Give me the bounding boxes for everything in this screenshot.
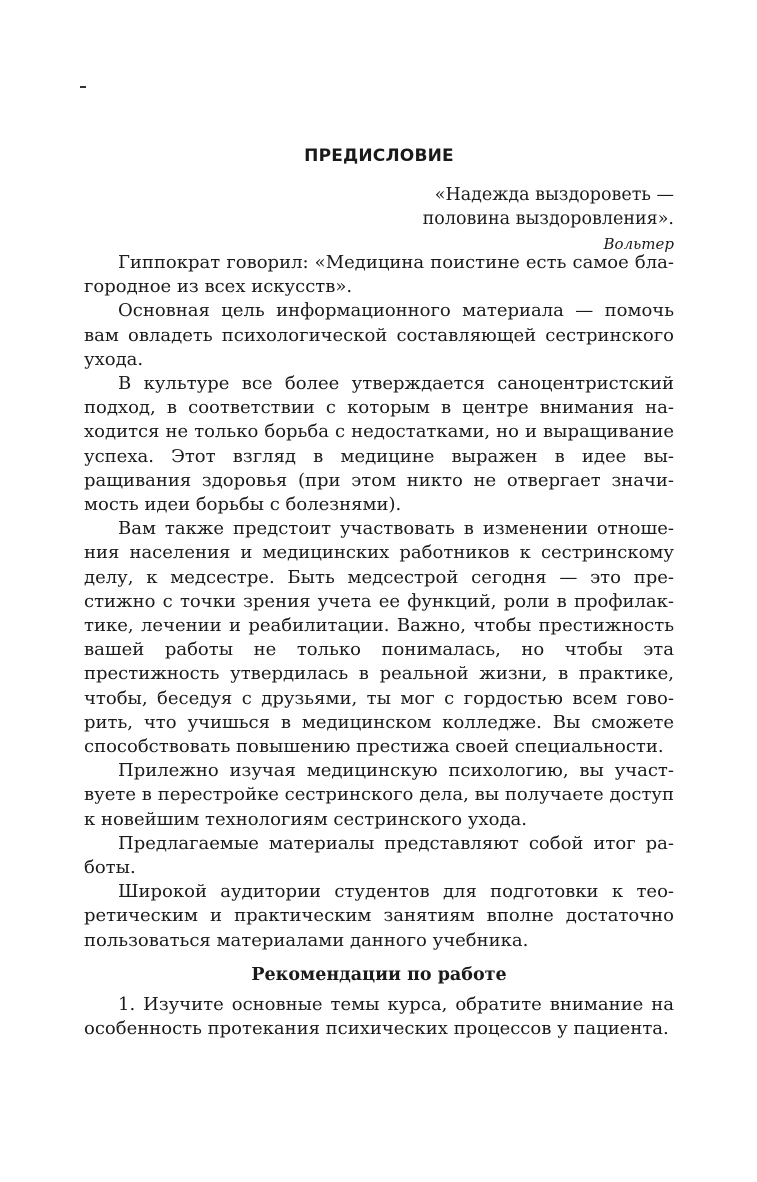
page-title: ПРЕДИСЛОВИЕ	[304, 146, 454, 166]
epigraph-line-2: половина выздоровления».	[422, 209, 674, 229]
epigraph-author: Вольтер	[603, 235, 674, 253]
body-text	[84, 251, 674, 1042]
epigraph-line-1: «Надежда выздороветь —	[434, 185, 674, 205]
document-page	[84, 0, 674, 1182]
paragraph: В культуре все более утверждается саноцентристский подход, в соответствии с которым в центре внимания находится не только борьба с недостатками, но и выращивание успеха. Этот взгляд в медицине выражен в идее выращивания здоровья (при этом никто не отвергает значимость идеи борьбы с болезнями).	[84, 373, 674, 516]
section-subheading: Рекомендации по работе	[251, 964, 507, 985]
paragraph: Предлагаемые материалы представляют собой итог работы.	[84, 832, 674, 879]
paragraph: Гиппократ говорил: «Медицина поистине есть самое благородное из всех искусств».	[84, 252, 674, 298]
paragraph: Вам также предстоит участвовать в изменении отношения населения и медицинских работников к сестринскому делу, к медсестре. Быть медсестрой сегодня — это престижно с точки зрения учета ее функций, роли в профилактике, лечении и реабилитации. Важно, чтобы престижность вашей работы не только понималась, но чтобы эта престижность утвердилась в реальной жизни, в практике, чтобы, беседуя с друзьями, ты мог с гордостью всем говорить, что учишься в медицинском колледже. Вы сможете способствовать повышению престижа своей специальности.	[84, 518, 674, 758]
paragraph: Прилежно изучая медицинскую психологию, вы участвуете в перестройке сестринского дела, вы получаете доступ к новейшим технологиям сестринского ухода.	[84, 760, 674, 830]
paragraph: Широкой аудитории студентов для подготовки к теоретическим и практическим занятиям вполне достаточно пользоваться материалами данного учебника.	[84, 881, 674, 951]
epigraph	[423, 183, 674, 257]
paragraph: Основная цель информационного материала — помочь вам овладеть психологической составляющей сестринского ухода.	[84, 300, 674, 370]
recommendation-item: 1. Изучите основные темы курса, обратите внимание на особенность протекания психических процессов у пациента.	[84, 994, 674, 1040]
